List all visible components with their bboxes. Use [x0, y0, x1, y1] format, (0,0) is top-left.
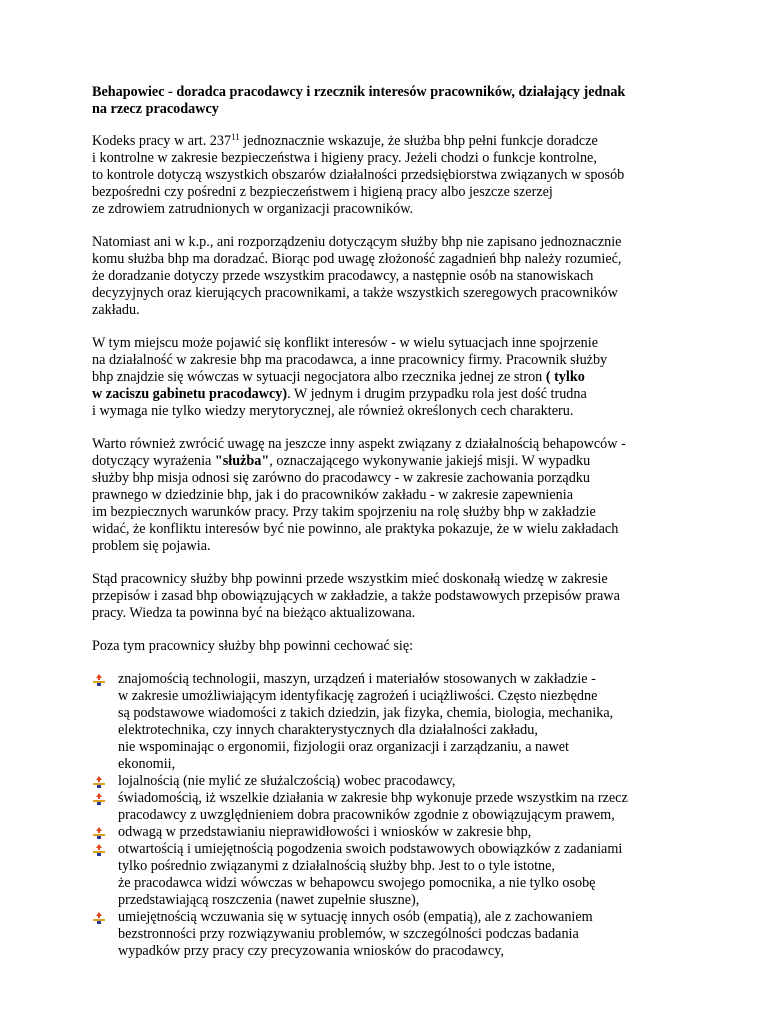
arrow-bullet-icon [92, 826, 106, 840]
paragraph-line: pracy. Wiedza ta powinna być na bieżąco aktualizowana. [92, 605, 416, 621]
paragraph-line: że doradzanie dotyczy przede wszystkim pracodawcy, a następnie osób na stanowiskach [92, 268, 594, 284]
paragraph-3 [92, 335, 692, 420]
paragraph-line [92, 453, 692, 470]
paragraph-line: przepisów i zasad bhp obowiązujących w zakładzie, a także podstawowych przepisów prawa [92, 588, 620, 604]
text-run: bhp znajdzie się wówczas w sytuacji negocjatora albo rzecznika jednej ze stron [92, 369, 546, 385]
paragraph-line: i wymaga nie tylko wiedzy merytorycznej, ale również określonych cech charakteru. [92, 403, 574, 419]
paragraph-line: Poza tym pracownicy służby bhp powinni cechować się: [92, 638, 414, 654]
bullet-list [92, 671, 692, 960]
arrow-bullet-icon [92, 673, 106, 687]
paragraph-line: ze zdrowiem zatrudnionych w organizacji pracowników. [92, 201, 414, 217]
paragraph-line [92, 133, 692, 150]
bullet-line: przedstawiającą roszczenia (nawet zupełnie słuszne), [118, 892, 420, 908]
paragraph-line: służby bhp misja odnosi się zarówno do pracodawcy - w zakresie zachowania porządku [92, 470, 590, 486]
paragraph-line: to kontrole dotyczą wszystkich obszarów działalności przedsiębiorstwa związanych w sposób [92, 167, 625, 183]
bullet-item [92, 824, 692, 841]
paragraph-6 [92, 638, 692, 655]
arrow-bullet-icon [92, 843, 106, 857]
paragraph-line: widać, że konfliktu interesów być nie powinno, ale praktyka pokazuje, że w wielu zakładach [92, 521, 619, 537]
paragraph-line: Stąd pracownicy służby bhp powinni przede wszystkim mieć doskonałą wiedzę w zakresie [92, 571, 608, 587]
bold-text: w zaciszu gabinetu pracodawcy) [92, 386, 288, 402]
bullet-line: odwagą w przedstawianiu nieprawidłowości i wniosków w zakresie bhp, [118, 824, 532, 840]
arrow-bullet-icon [92, 911, 106, 925]
text-run: Kodeks pracy w art. 237 [92, 133, 232, 149]
bullet-line: wypadków przy pracy czy precyzowania wniosków do pracodawcy, [118, 943, 504, 959]
text-run: , oznaczającego wykonywanie jakiejś misji. W wypadku [269, 453, 591, 469]
bold-text: "służba" [214, 453, 270, 469]
bullet-item [92, 790, 692, 824]
title-line: na rzecz pracodawcy [92, 101, 219, 117]
document-title [92, 84, 692, 118]
bullet-line: umiejętnością wczuwania się w sytuację innych osób (empatią), ale z zachowaniem [118, 909, 593, 925]
paragraph-5 [92, 571, 692, 622]
bullet-line: ekonomii, [118, 756, 176, 772]
paragraph-4 [92, 436, 692, 555]
paragraph-line: na działalność w zakresie bhp ma pracodawca, a inne pracownicy firmy. Pracownik służby [92, 352, 608, 368]
bullet-line: że pracodawca widzi wówczas w behapowcu swojego pomocnika, a nie tylko osobę [118, 875, 596, 891]
paragraph-line: zakładu. [92, 302, 140, 318]
paragraph-1 [92, 133, 692, 218]
bullet-item [92, 909, 692, 960]
bullet-line: lojalnością (nie mylić ze służalczością) wobec pracodawcy, [118, 773, 456, 789]
paragraph-line: i kontrolne w zakresie bezpieczeństwa i higieny pracy. Jeżeli chodzi o funkcje kontrolne, [92, 150, 597, 166]
document-page [92, 84, 692, 960]
arrow-bullet-icon [92, 792, 106, 806]
bullet-item [92, 671, 692, 773]
paragraph-line [92, 386, 692, 403]
paragraph-line [92, 369, 692, 386]
bullet-line: są podstawowe wiadomości z takich dziedzin, jak fizyka, chemia, biologia, mechanika, [118, 705, 614, 721]
bullet-line: tylko pośrednio związanymi z działalnością służby bhp. Jest to o tyle istotne, [118, 858, 555, 874]
text-run: . W jednym i drugim przypadku rola jest dość trudna [287, 386, 587, 402]
text-run: jednoznacznie wskazuje, że służba bhp pełni funkcje doradcze [239, 133, 598, 149]
bullet-line: nie wspominając o ergonomii, fizjologii oraz organizacji i zarządzaniu, a nawet [118, 739, 569, 755]
paragraph-2 [92, 234, 692, 319]
title-line: Behapowiec - doradca pracodawcy i rzecznik interesów pracowników, działający jednak [92, 84, 626, 100]
paragraph-line: W tym miejscu może pojawić się konflikt interesów - w wielu sytuacjach inne spojrzenie [92, 335, 599, 351]
bullet-line: elektrotechnika, czy innych charakterystycznych dla działalności zakładu, [118, 722, 538, 738]
paragraph-line: komu służba bhp ma doradzać. Biorąc pod uwagę złożoność zagadnień bhp należy rozumieć, [92, 251, 622, 267]
bullet-line: świadomością, iż wszelkie działania w zakresie bhp wykonuje przede wszystkim na rzecz [118, 790, 628, 806]
bullet-line: bezstronności przy rozwiązywaniu problemów, w szczególności podczas badania [118, 926, 579, 942]
bullet-line: pracodawcy z uwzględnieniem dobra pracowników zgodnie z obowiązującym prawem, [118, 807, 615, 823]
bullet-line: znajomością technologii, maszyn, urządzeń i materiałów stosowanych w zakładzie - [118, 671, 596, 687]
bullet-item [92, 841, 692, 909]
paragraph-line: problem się pojawia. [92, 538, 211, 554]
paragraph-line: bezpośredni czy pośredni z bezpieczeństwem i higieną pracy albo jeszcze szerzej [92, 184, 553, 200]
paragraph-line: Warto również zwrócić uwagę na jeszcze inny aspekt związany z działalnością behapowców - [92, 436, 626, 452]
bold-text: ( tylko [545, 369, 585, 385]
paragraph-line: Natomiast ani w k.p., ani rozporządzeniu dotyczącym służby bhp nie zapisano jednoznacznie [92, 234, 622, 250]
text-run: dotyczący wyrażenia [92, 453, 215, 469]
arrow-bullet-icon [92, 775, 106, 789]
bullet-line: otwartością i umiejętnością pogodzenia swoich podstawowych obowiązków z zadaniami [118, 841, 623, 857]
bullet-item [92, 773, 692, 790]
paragraph-line: decyzyjnych oraz kierujących pracownikami, a także wszystkich szeregowych pracowników [92, 285, 618, 301]
paragraph-line: prawnego w dziedzinie bhp, jak i do pracowników zakładu - w zakresie zapewnienia [92, 487, 574, 503]
article-superscript: 11 [231, 132, 240, 142]
paragraph-line: im bezpiecznych warunków pracy. Przy takim spojrzeniu na rolę służby bhp w zakładzie [92, 504, 596, 520]
bullet-line: w zakresie umożliwiającym identyfikację zagrożeń i uciążliwości. Często niezbędne [118, 688, 598, 704]
